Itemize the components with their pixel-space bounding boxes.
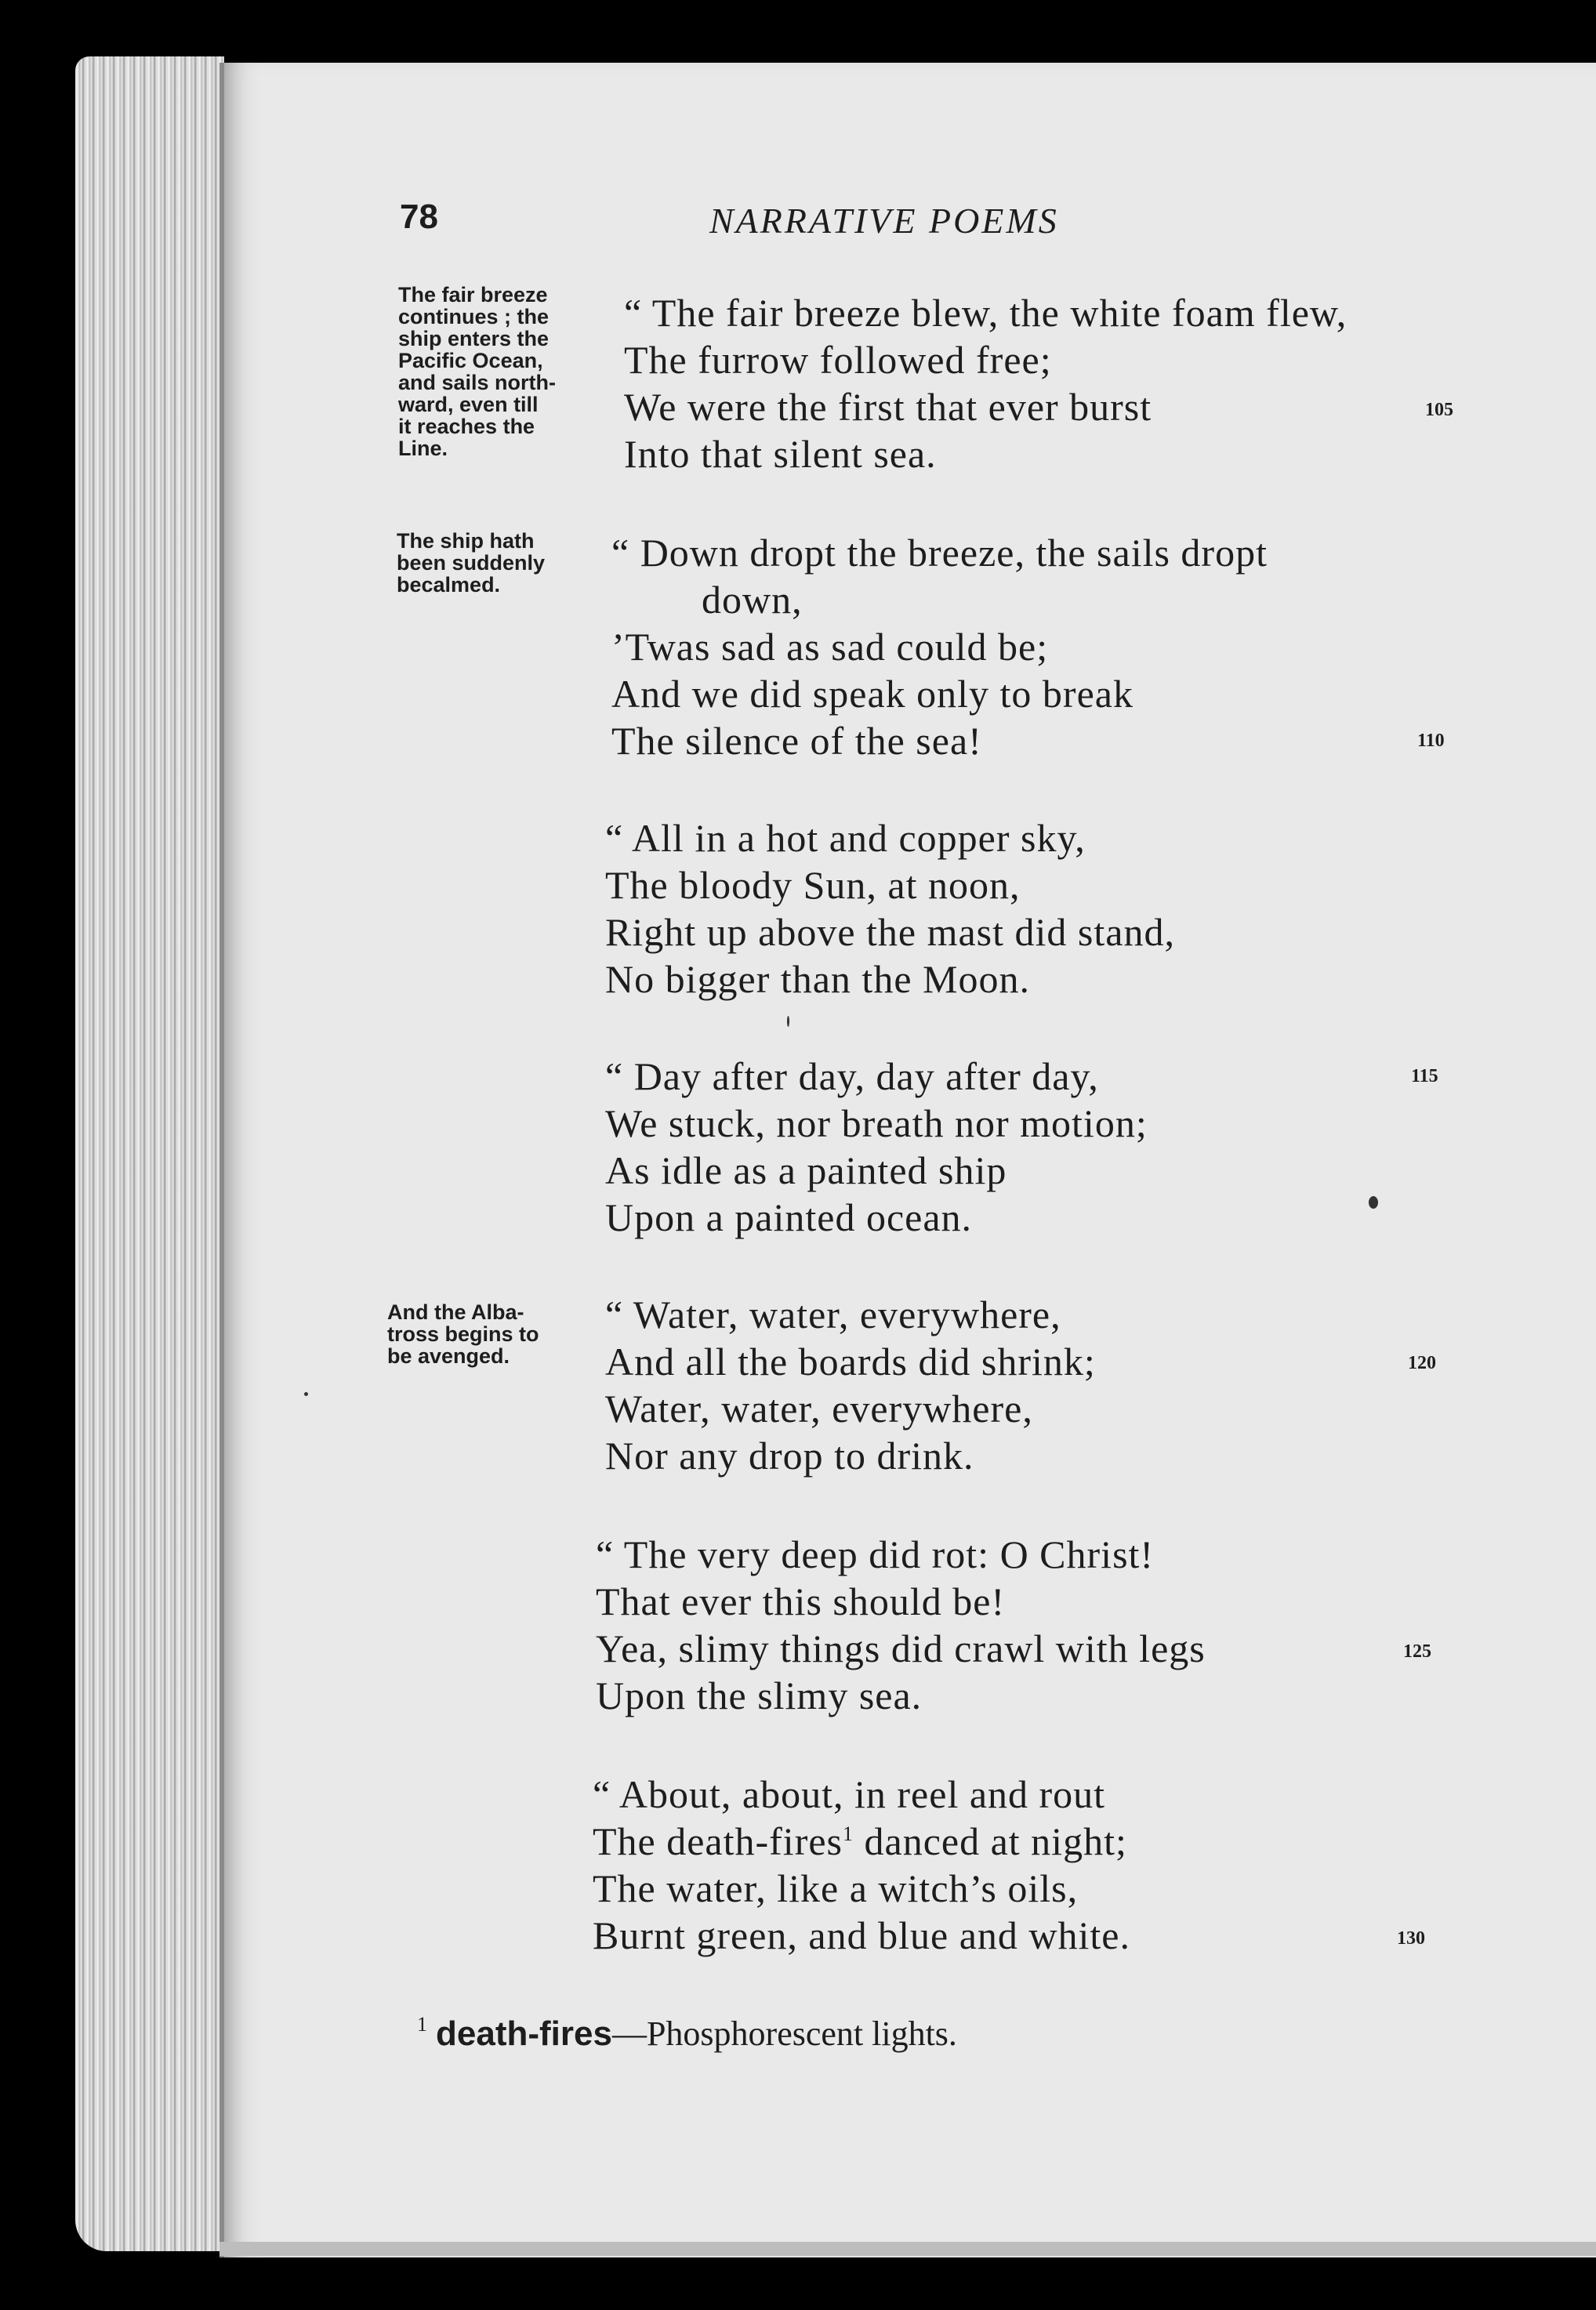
verse-line: And we did speak only to break	[611, 672, 1134, 716]
verse-line: “ Day after day, day after day,	[605, 1054, 1099, 1098]
line-number: 120	[1408, 1353, 1436, 1373]
gloss-line: continues ; the	[398, 305, 550, 328]
verse-line: down,	[702, 578, 803, 622]
gloss-line: Pacific Ocean,	[398, 349, 543, 372]
footnote-reference: 1	[843, 1822, 854, 1845]
line-number: 130	[1397, 1928, 1425, 1949]
gloss-line: ship enters the	[398, 327, 550, 350]
verse-line: ’Twas sad as sad could be;	[611, 625, 1049, 669]
scan-speck	[787, 1016, 789, 1027]
verse-line: Nor any drop to drink.	[605, 1434, 974, 1478]
gloss-line: been suddenly	[397, 551, 546, 575]
margin-gloss	[387, 1301, 539, 1367]
running-title: NARRATIVE POEMS	[709, 201, 1059, 241]
verse-line: Burnt green, and blue and white.	[593, 1913, 1130, 1957]
footnote-marker: 1	[417, 2013, 427, 2036]
verse-line: “ Down dropt the breeze, the sails dropt	[611, 531, 1268, 575]
gloss-line: The fair breeze	[398, 283, 548, 306]
line-number: 105	[1425, 400, 1453, 420]
verse-line: That ever this should be!	[596, 1579, 1006, 1623]
verse-line: We were the first that ever burst	[624, 385, 1152, 429]
line-number: 125	[1403, 1641, 1431, 1662]
verse-line: “ About, about, in reel and rout	[593, 1772, 1106, 1816]
gloss-line: it reaches the	[398, 415, 535, 438]
footnote-term: death-fires	[436, 2014, 612, 2053]
scan-speck	[304, 1392, 308, 1396]
verse-line: Into that silent sea.	[624, 432, 937, 476]
verse-line: “ The fair breeze blew, the white foam flew,	[624, 291, 1348, 335]
page-number: 78	[400, 198, 438, 236]
verse-text: The death-fires	[593, 1819, 843, 1863]
verse-text: danced at night;	[864, 1819, 1127, 1863]
verse-line: Yea, slimy things did crawl with legs	[596, 1626, 1206, 1670]
verse-line: Upon a painted ocean.	[605, 1195, 973, 1239]
margin-gloss	[397, 530, 545, 596]
margin-gloss	[398, 284, 556, 459]
verse-line: The water, like a witch’s oils,	[593, 1866, 1079, 1910]
verse-line: And all the boards did shrink;	[605, 1340, 1096, 1383]
gloss-line: becalmed.	[397, 573, 501, 597]
verse-line: “ Water, water, everywhere,	[605, 1293, 1061, 1336]
verse-line: The furrow followed free;	[624, 338, 1052, 382]
gloss-line: The ship hath	[397, 529, 535, 553]
gloss-line: ward, even till	[398, 393, 539, 416]
verse-line: The silence of the sea!	[611, 719, 982, 763]
gloss-line: and sails north-	[398, 371, 557, 394]
gloss-line: Line.	[398, 437, 448, 460]
page-bottom-edge	[219, 2242, 1596, 2256]
line-number: 115	[1411, 1066, 1438, 1086]
page-edge-stack	[75, 56, 224, 2251]
verse-line: Water, water, everywhere,	[605, 1387, 1033, 1431]
verse-line: As idle as a painted ship	[605, 1148, 1007, 1192]
scan-speck	[1369, 1196, 1378, 1209]
footnote-definition: —Phosphorescent lights.	[611, 2014, 957, 2053]
verse-line: “ The very deep did rot: O Christ!	[596, 1532, 1155, 1576]
gloss-line: And the Alba-	[387, 1300, 524, 1324]
footnote	[417, 2013, 957, 2054]
verse-line: “ All in a hot and copper sky,	[605, 816, 1086, 860]
verse-line: Right up above the mast did stand,	[605, 910, 1175, 954]
verse-line: No bigger than the Moon.	[605, 957, 1030, 1001]
gloss-line: be avenged.	[387, 1344, 510, 1368]
gloss-line: tross begins to	[387, 1322, 539, 1346]
line-number: 110	[1417, 731, 1445, 751]
verse-line: The bloody Sun, at noon,	[605, 863, 1021, 907]
verse-line: Upon the slimy sea.	[596, 1674, 923, 1717]
verse-line	[593, 1819, 1127, 1864]
verse-line: We stuck, nor breath nor motion;	[605, 1101, 1148, 1145]
